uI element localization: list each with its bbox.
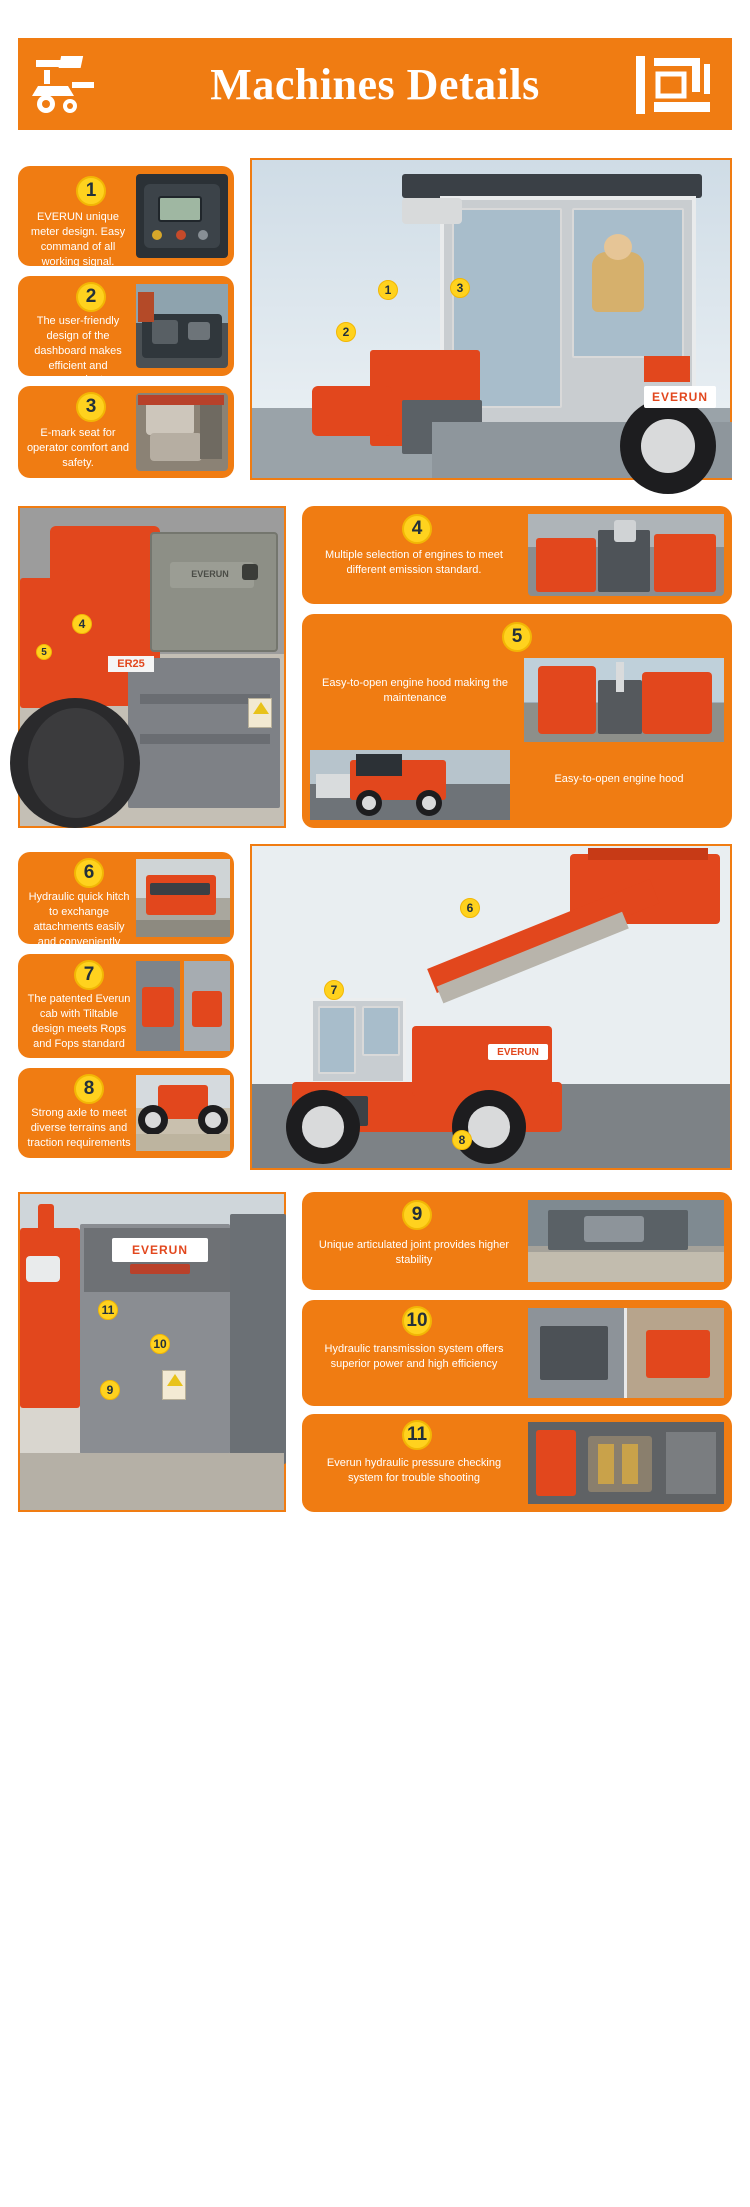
operator-seat-photo	[136, 393, 228, 471]
rear-chassis-photo: EVERUN 11 10 9	[18, 1192, 286, 1512]
badge-6: 6	[74, 858, 104, 888]
badge-10: 10	[402, 1306, 432, 1336]
feature-text-9: Unique articulated joint provides higher stability	[318, 1239, 510, 1266]
badge-4: 4	[402, 514, 432, 544]
feature-card-5	[302, 614, 732, 828]
feature-text-7: The patented Everun cab with Tiltable design meets Rops and Fops standard	[27, 993, 131, 1050]
feature-card-9	[302, 1192, 732, 1290]
page-title: Machines Details	[210, 59, 540, 109]
badge-photo-8: 8	[452, 1130, 472, 1150]
badge-photo-9: 9	[100, 1380, 120, 1400]
quick-hitch-photo	[136, 859, 230, 937]
badge-photo-1: 1	[378, 280, 398, 300]
wheel-loader-icon	[32, 52, 104, 118]
feature-text-1: EVERUN unique meter design. Easy command of all working signal.	[30, 211, 126, 268]
badge-photo-10: 10	[150, 1334, 170, 1354]
tiltable-cab-photo	[136, 961, 230, 1051]
badge-photo-2: 2	[336, 322, 356, 342]
badge-5: 5	[502, 622, 532, 652]
cab-exterior-photo: EVERUN 1 2 3	[250, 158, 732, 480]
badge-photo-4: 4	[72, 614, 92, 634]
hazard-warning-icon-2	[162, 1370, 186, 1400]
pressure-check-photo	[528, 1422, 724, 1504]
excavator-icon	[634, 50, 720, 120]
cab-dashboard-photo	[136, 284, 228, 368]
badge-2: 2	[76, 282, 106, 312]
feature-card-2	[18, 276, 234, 387]
dashboard-meter-photo	[136, 174, 228, 258]
feature-card-7	[18, 954, 234, 1058]
telescopic-loader-photo: EVERUN 6 7 8	[250, 844, 732, 1170]
feature-text-11: Everun hydraulic pressure checking system for trouble shooting	[326, 1457, 502, 1484]
feature-text-6: Hydraulic quick hitch to exchange attachments easily and conveniently	[28, 891, 130, 948]
model-label: ER25	[108, 656, 154, 672]
badge-11: 11	[402, 1420, 432, 1450]
feature-card-3	[18, 386, 234, 478]
badge-8: 8	[74, 1074, 104, 1104]
hazard-warning-icon	[248, 698, 272, 728]
badge-9: 9	[402, 1200, 432, 1230]
badge-photo-3: 3	[450, 278, 470, 298]
feature-text-4: Multiple selection of engines to meet different emission standard.	[325, 549, 503, 576]
articulated-joint-photo	[528, 1200, 724, 1282]
feature-card-11	[302, 1414, 732, 1512]
feature-card-6	[18, 852, 234, 948]
feature-card-4	[302, 506, 732, 604]
feature-text-3: E-mark seat for operator comfort and safety.	[26, 427, 130, 469]
badge-photo-5: 5	[36, 644, 52, 660]
loader-hood-open-photo	[310, 750, 510, 820]
badge-photo-6: 6	[460, 898, 480, 918]
feature-text-5: Easy-to-open engine hood making the maintenance	[322, 677, 508, 704]
engine-bay-photo	[528, 514, 724, 596]
feature-text-8: Strong axle to meet diverse terrains and traction requirements	[27, 1107, 131, 1149]
feature-text-5b: Easy-to-open engine hood	[554, 773, 684, 785]
badge-photo-7: 7	[324, 980, 344, 1000]
badge-3: 3	[76, 392, 106, 422]
badge-1: 1	[76, 176, 106, 206]
feature-text-10: Hydraulic transmission system offers superior power and high efficiency	[324, 1343, 504, 1370]
engine-compartment-photo: EVERUN ER25 4 5	[18, 506, 286, 828]
badge-photo-11: 11	[98, 1300, 118, 1320]
axle-photo	[136, 1075, 230, 1151]
page-header	[18, 38, 732, 130]
feature-text-2: The user-friendly design of the dashboard makes efficient and convenient.	[34, 315, 122, 387]
feature-card-8	[18, 1068, 234, 1158]
badge-7: 7	[74, 960, 104, 990]
feature-card-1	[18, 166, 234, 266]
engine-hood-open-photo	[524, 658, 724, 742]
feature-card-10	[302, 1300, 732, 1406]
hydraulic-transmission-photo	[528, 1308, 724, 1398]
